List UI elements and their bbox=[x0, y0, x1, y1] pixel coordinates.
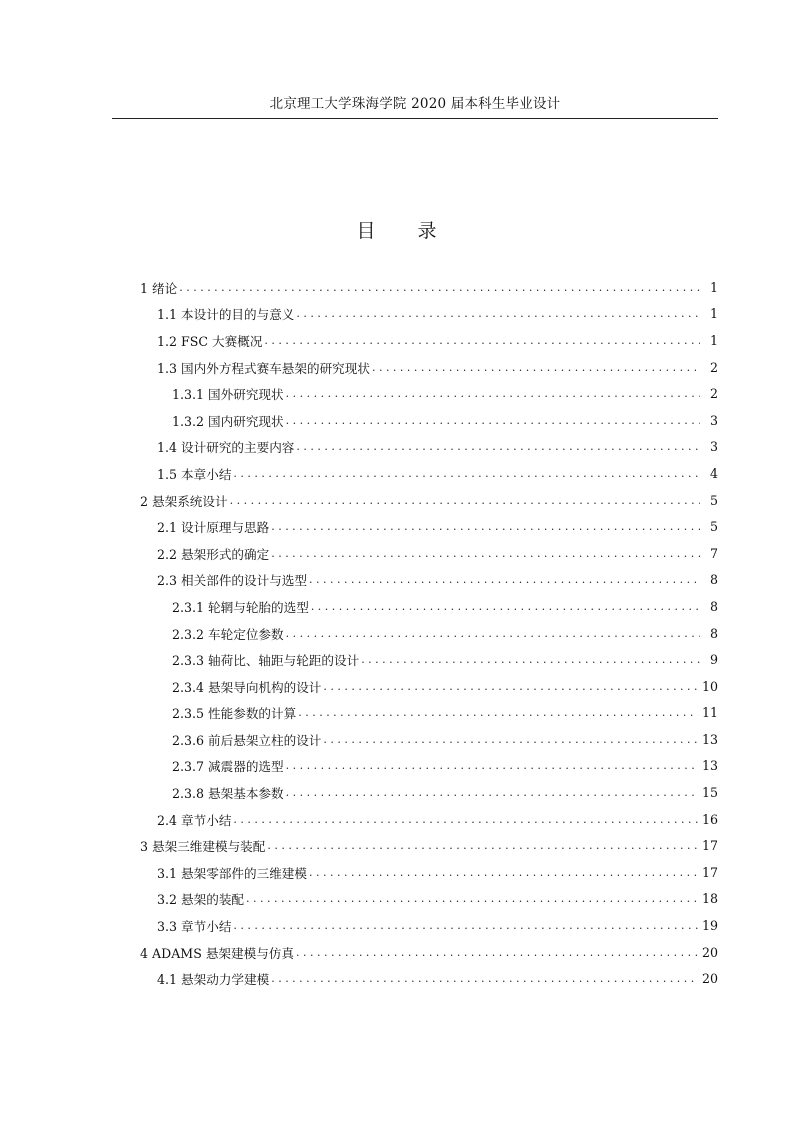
toc-entry-page-number: 11 bbox=[701, 705, 718, 721]
toc-dot-leader bbox=[271, 520, 700, 533]
toc-entry[interactable] bbox=[140, 673, 718, 700]
toc-entry-label: 2.3.5 性能参数的计算 bbox=[172, 706, 297, 722]
toc-entry-page-number: 1 bbox=[709, 332, 718, 348]
toc-entry[interactable] bbox=[140, 407, 718, 434]
toc-dot-leader bbox=[267, 839, 698, 852]
toc-entry-label: 1.2 FSC 大赛概况 bbox=[157, 333, 263, 349]
toc-entry-label: 4.1 悬架动力学建模 bbox=[157, 972, 270, 988]
toc-entry[interactable] bbox=[140, 886, 718, 913]
toc-entry[interactable] bbox=[140, 513, 718, 540]
table-of-contents bbox=[140, 274, 718, 992]
toc-entry-page-number: 8 bbox=[709, 572, 718, 588]
toc-dot-leader bbox=[264, 334, 700, 347]
toc-dot-leader bbox=[323, 680, 698, 693]
toc-entry-page-number: 8 bbox=[709, 625, 718, 641]
toc-entry-page-number: 9 bbox=[709, 652, 718, 668]
toc-entry-label: 2.2 悬架形式的确定 bbox=[157, 546, 270, 562]
toc-entry-label: 1.3 国内外方程式赛车悬架的研究现状 bbox=[157, 360, 370, 376]
toc-entry[interactable] bbox=[140, 540, 718, 567]
toc-dot-leader bbox=[233, 919, 698, 932]
header-rule bbox=[112, 118, 718, 119]
toc-dot-leader bbox=[311, 600, 700, 613]
toc-entry-label: 1.3.1 国外研究现状 bbox=[172, 387, 284, 403]
toc-entry[interactable] bbox=[140, 859, 718, 886]
toc-dot-leader bbox=[271, 547, 700, 560]
toc-entry-label: 3.1 悬架零部件的三维建模 bbox=[157, 865, 307, 881]
toc-dot-leader bbox=[309, 866, 698, 879]
toc-entry-label: 2.3.1 轮辋与轮胎的选型 bbox=[172, 599, 309, 615]
toc-dot-leader bbox=[286, 786, 698, 799]
toc-dot-leader bbox=[309, 573, 700, 586]
toc-entry-page-number: 13 bbox=[701, 758, 718, 774]
toc-dot-leader bbox=[179, 281, 700, 294]
toc-entry-page-number: 13 bbox=[701, 731, 718, 747]
toc-entry-label: 2.3.3 轴荷比、轴距与轮距的设计 bbox=[172, 653, 360, 669]
toc-entry-page-number: 10 bbox=[701, 678, 718, 694]
toc-entry[interactable] bbox=[140, 301, 718, 328]
toc-entry-page-number: 1 bbox=[709, 279, 718, 295]
toc-entry-label: 2 悬架系统设计 bbox=[140, 493, 228, 509]
toc-entry-label: 1.3.2 国内研究现状 bbox=[172, 413, 284, 429]
toc-entry[interactable] bbox=[140, 620, 718, 647]
toc-entry[interactable] bbox=[140, 646, 718, 673]
toc-dot-leader bbox=[286, 414, 700, 427]
toc-entry-label: 1.5 本章小结 bbox=[157, 466, 232, 482]
toc-dot-leader bbox=[286, 627, 700, 640]
toc-entry[interactable] bbox=[140, 434, 718, 461]
toc-entry[interactable] bbox=[140, 354, 718, 381]
toc-entry-label: 2.1 设计原理与思路 bbox=[157, 520, 270, 536]
toc-entry-page-number: 20 bbox=[701, 971, 718, 987]
toc-entry[interactable] bbox=[140, 779, 718, 806]
toc-entry-label: 4 ADAMS 悬架建模与仿真 bbox=[140, 945, 294, 961]
toc-entry-page-number: 7 bbox=[709, 545, 718, 561]
toc-entry[interactable] bbox=[140, 593, 718, 620]
toc-entry-page-number: 5 bbox=[709, 519, 718, 535]
toc-entry[interactable] bbox=[140, 380, 718, 407]
toc-entry-label: 2.3.7 减震器的选型 bbox=[172, 759, 284, 775]
toc-entry[interactable] bbox=[140, 939, 718, 966]
toc-entry-label: 2.3.6 前后悬架立柱的设计 bbox=[172, 732, 322, 748]
toc-dot-leader bbox=[296, 307, 700, 320]
toc-entry-page-number: 2 bbox=[709, 359, 718, 375]
toc-dot-leader bbox=[296, 946, 698, 959]
toc-entry[interactable] bbox=[140, 965, 718, 992]
toc-dot-leader bbox=[233, 467, 700, 480]
toc-entry-page-number: 16 bbox=[701, 811, 718, 827]
toc-dot-leader bbox=[296, 440, 700, 453]
toc-entry-label: 3.2 悬架的装配 bbox=[157, 892, 245, 908]
toc-entry-label: 2.3.2 车轮定位参数 bbox=[172, 626, 284, 642]
toc-entry-label: 2.3.4 悬架导向机构的设计 bbox=[172, 679, 322, 695]
toc-entry-label: 3.3 章节小结 bbox=[157, 919, 232, 935]
toc-entry[interactable] bbox=[140, 726, 718, 753]
toc-dot-leader bbox=[372, 361, 700, 374]
toc-entry-label: 2.3 相关部件的设计与选型 bbox=[157, 573, 307, 589]
toc-entry-label: 3 悬架三维建模与装配 bbox=[140, 839, 266, 855]
toc-entry[interactable] bbox=[140, 274, 718, 301]
toc-dot-leader bbox=[246, 892, 698, 905]
toc-entry-page-number: 15 bbox=[701, 785, 718, 801]
toc-entry[interactable] bbox=[140, 460, 718, 487]
toc-entry-page-number: 17 bbox=[701, 838, 718, 854]
toc-entry-label: 1.4 设计研究的主要内容 bbox=[157, 440, 295, 456]
toc-dot-leader bbox=[286, 759, 698, 772]
toc-dot-leader bbox=[298, 706, 698, 719]
toc-entry-page-number: 17 bbox=[701, 864, 718, 880]
toc-entry-page-number: 20 bbox=[701, 944, 718, 960]
toc-entry-page-number: 3 bbox=[709, 412, 718, 428]
toc-entry-label: 2.4 章节小结 bbox=[157, 812, 232, 828]
toc-entry-page-number: 4 bbox=[709, 465, 718, 481]
toc-entry-label: 1 绪论 bbox=[140, 280, 178, 296]
toc-entry-label: 2.3.8 悬架基本参数 bbox=[172, 786, 284, 802]
toc-entry[interactable] bbox=[140, 567, 718, 594]
toc-dot-leader bbox=[286, 387, 700, 400]
toc-entry[interactable] bbox=[140, 832, 718, 859]
toc-entry-label: 1.1 本设计的目的与意义 bbox=[157, 307, 295, 323]
toc-entry[interactable] bbox=[140, 912, 718, 939]
toc-dot-leader bbox=[233, 813, 698, 826]
toc-dot-leader bbox=[323, 733, 698, 746]
toc-entry[interactable] bbox=[140, 700, 718, 727]
toc-entry-page-number: 5 bbox=[709, 492, 718, 508]
toc-entry-page-number: 1 bbox=[709, 306, 718, 322]
toc-entry-page-number: 2 bbox=[709, 386, 718, 402]
running-header: 北京理工大学珠海学院 2020 届本科生毕业设计 bbox=[269, 96, 561, 112]
toc-entry-page-number: 8 bbox=[709, 598, 718, 614]
toc-entry-page-number: 18 bbox=[701, 891, 718, 907]
toc-dot-leader bbox=[361, 653, 700, 666]
toc-title: 目 录 bbox=[356, 220, 455, 242]
toc-entry-page-number: 3 bbox=[709, 439, 718, 455]
toc-entry[interactable] bbox=[140, 753, 718, 780]
toc-entry[interactable] bbox=[140, 806, 718, 833]
toc-dot-leader bbox=[271, 972, 698, 985]
toc-entry[interactable] bbox=[140, 327, 718, 354]
toc-entry-page-number: 19 bbox=[701, 918, 718, 934]
toc-entry[interactable] bbox=[140, 487, 718, 514]
toc-dot-leader bbox=[230, 494, 700, 507]
